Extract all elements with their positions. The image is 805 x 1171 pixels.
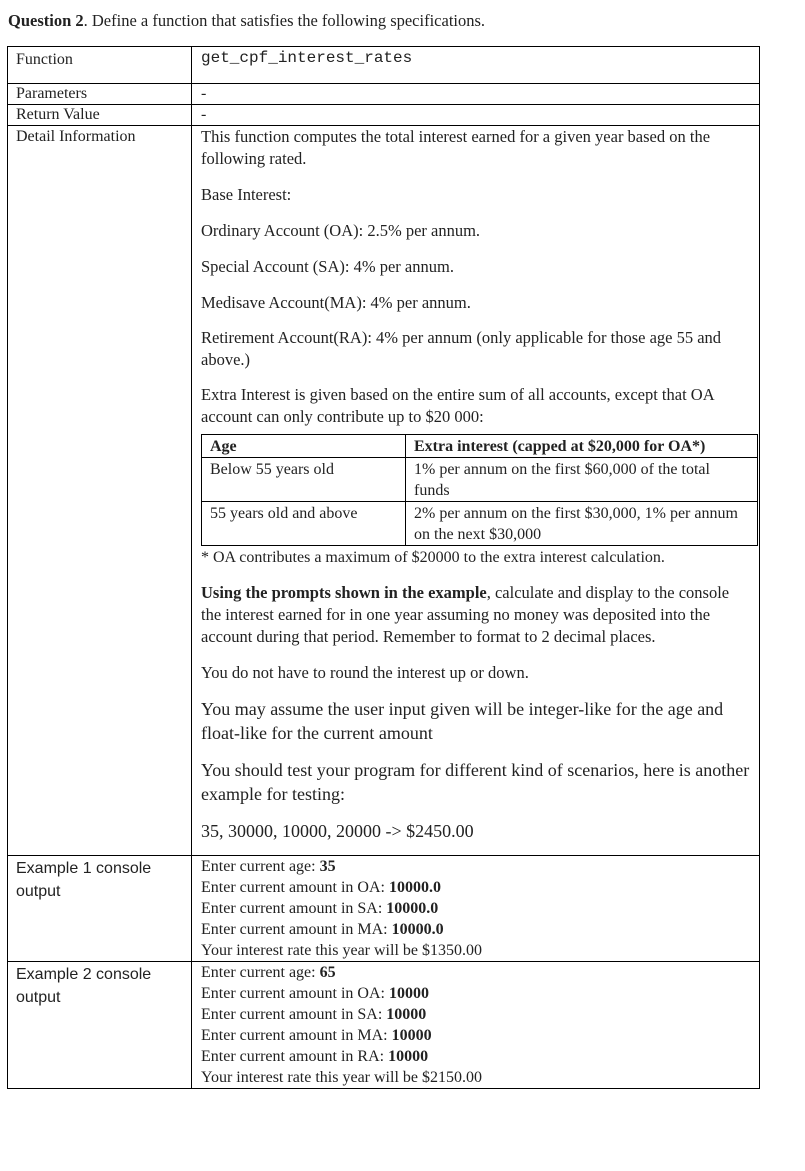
prompts-instruction xyxy=(201,582,751,648)
console-line xyxy=(201,877,751,898)
prompts-instruction-bold: Using the prompts shown in the example xyxy=(201,583,487,602)
oa-rate: Ordinary Account (OA): 2.5% per annum. xyxy=(201,221,481,240)
console-prompt: Enter current amount in OA: xyxy=(201,985,389,1002)
ra-rate: Retirement Account(RA): 4% per annum (only applicable for those age 55 and above.) xyxy=(201,328,722,369)
console-prompt: Enter current amount in SA: xyxy=(201,900,387,917)
parameters-row xyxy=(8,84,760,105)
prompts-instruction-rest: , calculate and display to the console the interest earned for in one year assuming no money was deposited into the account during that period. Remember to format to 2 decimal places. xyxy=(201,583,730,646)
extra-row-interest: 1% per annum on the first $60,000 of the total funds xyxy=(406,458,758,502)
question-number: Question 2 xyxy=(8,11,84,30)
console-result: Your interest rate this year will be $1350.00 xyxy=(201,942,482,959)
detail-information xyxy=(192,126,760,856)
console-prompt: Enter current amount in OA: xyxy=(201,879,389,896)
console-prompt: Enter current amount in RA: xyxy=(201,1048,389,1065)
example1-label: Example 1 console output xyxy=(8,856,192,962)
console-line xyxy=(201,962,751,983)
parameters-label: Parameters xyxy=(8,84,192,105)
console-prompt: Enter current amount in MA: xyxy=(201,1027,392,1044)
extra-row-age: Below 55 years old xyxy=(202,458,406,502)
console-prompt: Enter current amount in MA: xyxy=(201,921,392,938)
detail-label: Detail Information xyxy=(8,126,192,856)
console-input: 35 xyxy=(319,858,336,875)
extra-interest-row xyxy=(202,502,758,546)
oa-footnote: * OA contributes a maximum of $20000 to the extra interest calculation. xyxy=(201,549,665,566)
question-heading xyxy=(8,10,485,32)
extra-row-interest: 2% per annum on the first $30,000, 1% per annum on the next $30,000 xyxy=(406,502,758,546)
console-line xyxy=(201,898,751,919)
sa-rate: Special Account (SA): 4% per annum. xyxy=(201,257,454,276)
function-row xyxy=(8,47,760,84)
console-input: 10000 xyxy=(388,985,429,1002)
console-input: 65 xyxy=(319,964,336,981)
testing-example: 35, 30000, 10000, 20000 -> $2450.00 xyxy=(201,821,474,841)
extra-header-age xyxy=(202,435,406,458)
function-name: get_cpf_interest_rates xyxy=(192,47,760,84)
rounding-note: You do not have to round the interest up or down. xyxy=(201,663,529,682)
extra-interest-header-row xyxy=(202,435,758,458)
return-value-row xyxy=(8,105,760,126)
extra-header-interest-text: Extra interest (capped at $20,000 for OA*) xyxy=(414,438,706,455)
testing-note: You should test your program for different kind of scenarios, here is another example for testing: xyxy=(201,760,750,804)
console-input: 10000.0 xyxy=(388,879,441,896)
parameters-value: - xyxy=(192,84,760,105)
detail-row xyxy=(8,126,760,856)
console-input: 10000 xyxy=(386,1006,427,1023)
question-text: . Define a function that satisfies the following specifications. xyxy=(83,11,486,30)
specification-table xyxy=(7,46,760,1089)
example1-console xyxy=(192,856,760,962)
console-input: 10000 xyxy=(391,1027,432,1044)
ma-rate: Medisave Account(MA): 4% per annum. xyxy=(201,293,471,312)
detail-intro: This function computes the total interest earned for a given year based on the following rated. xyxy=(201,127,711,168)
extra-header-age-text: Age xyxy=(210,438,237,455)
console-prompt: Enter current age: xyxy=(201,964,320,981)
extra-header-interest xyxy=(406,435,758,458)
console-line xyxy=(201,856,751,877)
return-value-value: - xyxy=(192,105,760,126)
console-prompt: Enter current age: xyxy=(201,858,320,875)
console-prompt: Enter current amount in SA: xyxy=(201,1006,387,1023)
console-input: 10000.0 xyxy=(391,921,444,938)
function-label: Function xyxy=(8,47,192,84)
console-line xyxy=(201,919,751,940)
console-line xyxy=(201,1046,751,1067)
extra-row-age: 55 years old and above xyxy=(202,502,406,546)
example2-console xyxy=(192,962,760,1089)
console-line xyxy=(201,1025,751,1046)
example2-row xyxy=(8,962,760,1089)
extra-interest-table xyxy=(201,434,758,546)
console-line xyxy=(201,1004,751,1025)
console-line xyxy=(201,940,751,961)
extra-interest-intro: Extra Interest is given based on the entire sum of all accounts, except that OA account can only contribute up to $20 000: xyxy=(201,385,714,426)
console-result: Your interest rate this year will be $2150.00 xyxy=(201,1069,482,1086)
example2-label: Example 2 console output xyxy=(8,962,192,1089)
extra-interest-row xyxy=(202,458,758,502)
console-input: 10000.0 xyxy=(386,900,439,917)
base-interest-title: Base Interest: xyxy=(201,185,292,204)
return-value-label: Return Value xyxy=(8,105,192,126)
console-line xyxy=(201,983,751,1004)
console-input: 10000 xyxy=(388,1048,429,1065)
example1-row xyxy=(8,856,760,962)
assumption-note: You may assume the user input given will be integer-like for the age and float-like for the current amount xyxy=(201,699,724,743)
console-line xyxy=(201,1067,751,1088)
